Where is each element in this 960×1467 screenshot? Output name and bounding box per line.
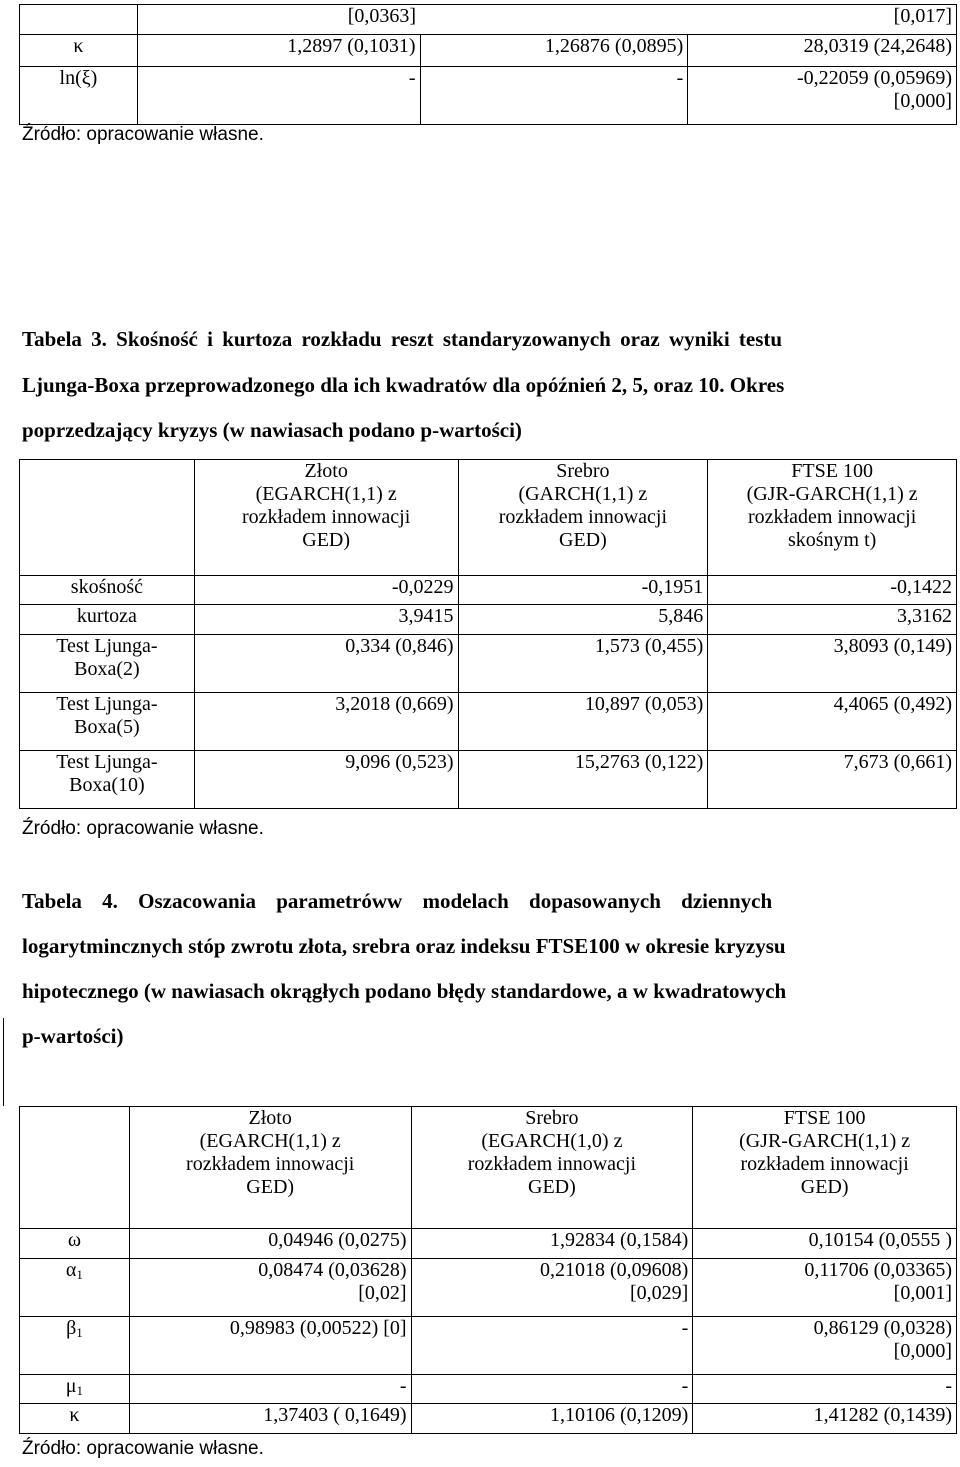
table-cell: -0,1951 [458,576,708,605]
table-row [20,1317,957,1375]
table-row [20,1259,957,1317]
table-cell: - [693,1375,957,1404]
column-header: Srebro (GARCH(1,1) z rozkładem innowacji GED) [458,460,708,576]
table-cell: 0,21018 (0,09608) [0,029] [411,1259,693,1317]
table-cell: 0,86129 (0,0328) [0,000] [693,1317,957,1375]
table-cell: 1,26876 (0,0895) [420,35,688,67]
table-cell: 4,4065 (0,492) [708,693,957,751]
table-row [20,1375,957,1404]
table-cell: 1,573 (0,455) [458,635,708,693]
source-note: Źródło: opracowanie własne. [22,818,264,839]
row-label: ln(ξ) [20,67,138,125]
table-cell: 0,08474 (0,03628) [0,02] [129,1259,411,1317]
table-cell: - [411,1375,693,1404]
table-cell: 1,92834 (0,1584) [411,1229,693,1259]
table-row [20,635,957,693]
table-cell: 3,8093 (0,149) [708,635,957,693]
table-row [20,35,957,67]
header-row [20,1107,957,1229]
table-cell: 3,9415 [194,605,458,635]
table-cell: 0,10154 (0,0555 ) [693,1229,957,1259]
row-label: Test Ljunga- Boxa(10) [20,751,195,809]
table-row [20,751,957,809]
table-cell: -0,0229 [194,576,458,605]
row-label: κ [20,35,138,67]
row-label: kurtoza [20,605,195,635]
margin-bar [3,1018,4,1106]
column-header: FTSE 100 (GJR-GARCH(1,1) z rozkładem innowacji skośnym t) [708,460,957,576]
source-note: Źródło: opracowanie własne. [22,124,264,145]
table-cell: 1,10106 (0,1209) [411,1404,693,1434]
table-cell: 28,0319 (24,2648) [688,35,957,67]
row-label: Test Ljunga- Boxa(5) [20,693,195,751]
table3 [19,459,957,809]
table-cell: 10,897 (0,053) [458,693,708,751]
table-row [20,576,957,605]
table-cell: 1,37403 ( 0,1649) [129,1404,411,1434]
table-cell: 0,98983 (0,00522) [0] [129,1317,411,1375]
table-row [20,67,957,125]
table-cell: 3,2018 (0,669) [194,693,458,751]
column-header: Złoto (EGARCH(1,1) z rozkładem innowacji GED) [129,1107,411,1229]
column-header: FTSE 100 (GJR-GARCH(1,1) z rozkładem innowacji GED) [693,1107,957,1229]
table-row [20,5,957,35]
table-row [20,1404,957,1434]
table-cell: - [137,67,420,125]
table-cell: 3,3162 [708,605,957,635]
column-header: Złoto (EGARCH(1,1) z rozkładem innowacji GED) [194,460,458,576]
row-label: $\mu_1$ [20,1375,130,1404]
row-label: skośność [20,576,195,605]
table-cell: 1,41282 (0,1439) [693,1404,957,1434]
table-cell: -0,22059 (0,05969) [0,000] [688,67,957,125]
table-cell: 0,04946 (0,0275) [129,1229,411,1259]
row-label: $\beta_1$ [20,1317,130,1375]
table-cell: 15,2763 (0,122) [458,751,708,809]
row-label: Test Ljunga- Boxa(2) [20,635,195,693]
row-label: $\alpha_1$ [20,1259,130,1317]
header-row [20,460,957,576]
row-label: ω [20,1229,130,1259]
table-cell: - [129,1375,411,1404]
table-cell: - [420,67,688,125]
column-header: Srebro (EGARCH(1,0) z rozkładem innowacji GED) [411,1107,693,1229]
table-cell: 9,096 (0,523) [194,751,458,809]
source-note: Źródło: opracowanie własne. [22,1438,264,1459]
table-cell: 0,11706 (0,03365) [0,001] [693,1259,957,1317]
table-cell: 7,673 (0,661) [708,751,957,809]
table-cell: [0,017] [688,5,957,35]
table-cell: - [411,1317,693,1375]
table-cell: [0,0363] [137,5,420,35]
table-row [20,693,957,751]
table-row [20,1229,957,1259]
table-row [20,605,957,635]
table4 [19,1106,957,1434]
table-cell: 1,2897 (0,1031) [137,35,420,67]
table2 [19,4,957,125]
row-label: κ [20,1404,130,1434]
table-cell: -0,1422 [708,576,957,605]
table-cell: 0,334 (0,846) [194,635,458,693]
table-cell: 5,846 [458,605,708,635]
